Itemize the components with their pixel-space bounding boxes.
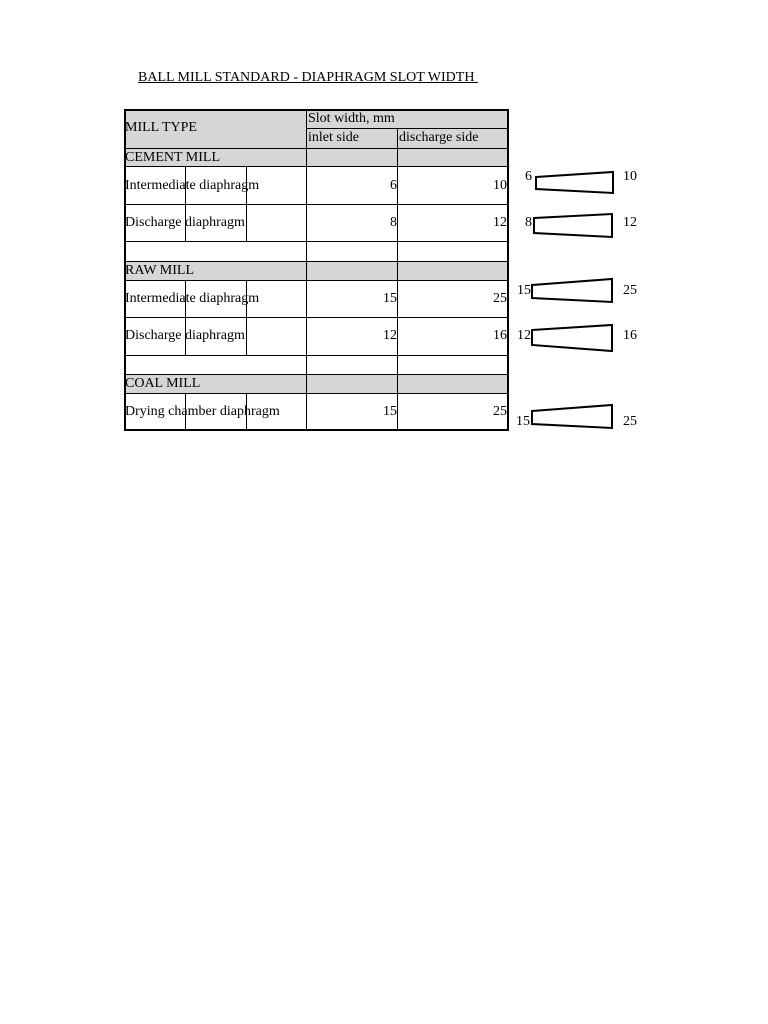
diagram-discharge-label: 25	[623, 283, 637, 298]
slot-taper-shape	[530, 277, 616, 305]
diagram-inlet-label: 15	[516, 414, 530, 429]
mill-type-header: MILL TYPE	[125, 120, 197, 135]
slot-taper-shape	[530, 403, 616, 431]
diagram-inlet-label: 12	[517, 328, 531, 343]
diagram-inlet-label: 6	[525, 169, 532, 184]
diagram-discharge-label: 10	[623, 169, 637, 184]
diagram-inlet-label: 8	[525, 215, 532, 230]
slot-taper-shape	[530, 323, 616, 353]
slot-width-header: Slot width, mm	[308, 111, 395, 126]
section-title-coal-mill: COAL MILL	[125, 376, 201, 391]
discharge-value: 25	[493, 291, 507, 306]
table-row-label: Drying chamber diaphragm	[125, 404, 280, 419]
diagram-discharge-label: 16	[623, 328, 637, 343]
table-row-label: Discharge diaphragm	[125, 215, 245, 230]
table-row-label: Intermediate diaphragm	[125, 291, 260, 306]
discharge-side-header: discharge side	[399, 130, 479, 145]
table-row-label: Discharge diaphragm	[125, 328, 245, 343]
slot-taper-shape	[532, 212, 616, 240]
section-title-raw-mill: RAW MILL	[125, 263, 195, 278]
slot-taper-shape	[534, 170, 616, 196]
table-row-label: Intermediate diaphragm	[125, 178, 260, 193]
discharge-value: 25	[493, 404, 507, 419]
slot-width-table	[124, 109, 509, 431]
inlet-side-header: inlet side	[308, 130, 359, 145]
discharge-value: 10	[493, 178, 507, 193]
discharge-value: 12	[493, 215, 507, 230]
diagram-inlet-label: 15	[517, 283, 531, 298]
diagram-discharge-label: 25	[623, 414, 637, 429]
inlet-value: 12	[383, 328, 397, 343]
inlet-value: 8	[390, 215, 397, 230]
discharge-value: 16	[493, 328, 507, 343]
section-title-cement-mill: CEMENT MILL	[125, 150, 221, 165]
page-title: BALL MILL STANDARD - DIAPHRAGM SLOT WIDTH	[138, 70, 478, 85]
inlet-value: 15	[383, 404, 397, 419]
diagram-discharge-label: 12	[623, 215, 637, 230]
inlet-value: 15	[383, 291, 397, 306]
inlet-value: 6	[390, 178, 397, 193]
